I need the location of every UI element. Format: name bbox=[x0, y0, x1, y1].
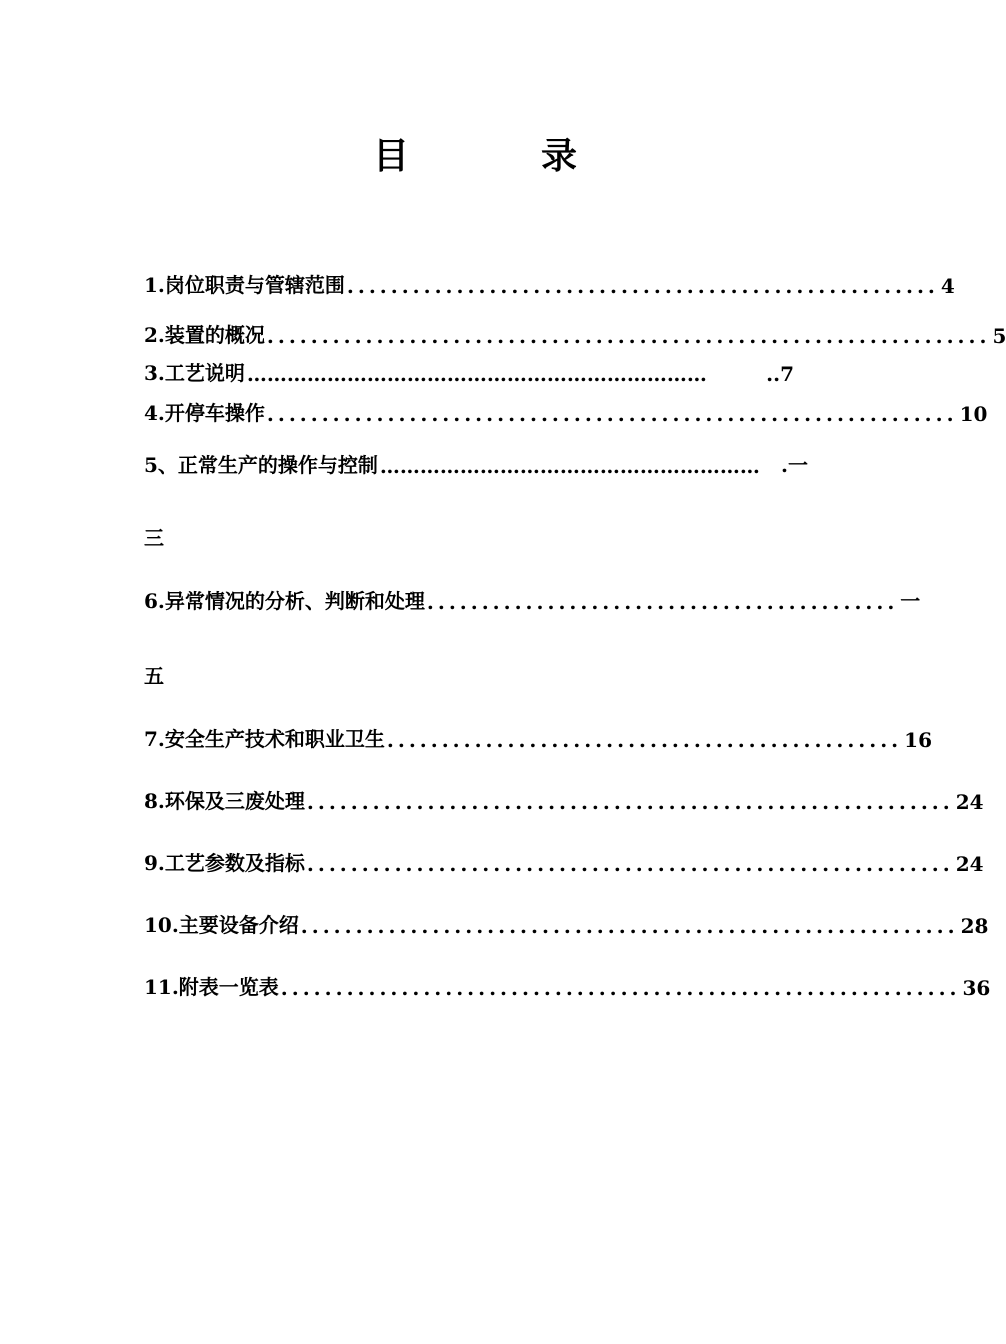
toc-leader: …………………………………………………………… bbox=[246, 362, 707, 386]
toc-label: 11.附表一览表 bbox=[144, 975, 279, 999]
toc-leader: .............................................................. bbox=[280, 976, 961, 1000]
toc-label: 7.安全生产技术和职业卫生 bbox=[144, 727, 385, 751]
toc-page-number: 36 bbox=[962, 976, 991, 1000]
toc-label: 5、正常生产的操作与控制 bbox=[144, 453, 378, 477]
toc-label: 9.工艺参数及指标 bbox=[144, 851, 305, 875]
toc-page-number: 16 bbox=[904, 728, 932, 752]
toc-page-number: 10 bbox=[959, 402, 988, 426]
toc-entry-1[interactable] bbox=[144, 270, 955, 298]
toc-label: 3.工艺说明 bbox=[144, 361, 245, 385]
toc-entry-2[interactable] bbox=[144, 320, 1006, 348]
toc-leader: ........................................................... bbox=[306, 852, 954, 876]
toc-page-number: 5 bbox=[992, 324, 1006, 348]
toc-label: 8.环保及三废处理 bbox=[144, 789, 305, 813]
toc-page-number: 4 bbox=[940, 274, 955, 298]
toc-leader: ............................................... bbox=[386, 728, 903, 752]
toc-entry-3[interactable] bbox=[144, 358, 794, 386]
toc-leader: .................................................................. bbox=[266, 324, 991, 348]
toc-entry-10[interactable] bbox=[144, 910, 989, 938]
toc-continuation: 五 bbox=[144, 664, 164, 688]
toc-leader: ............................................................... bbox=[266, 402, 958, 426]
toc-label: 2.装置的概况 bbox=[144, 323, 265, 347]
toc-entry-5[interactable] bbox=[144, 450, 808, 478]
toc-label: 6.异常情况的分析、判断和处理 bbox=[144, 589, 425, 613]
toc-leader: ………………………………………………… bbox=[379, 454, 760, 478]
toc-leader: ........................................................... bbox=[306, 790, 954, 814]
toc-entry-6[interactable] bbox=[144, 586, 921, 614]
toc-leader: ........................................... bbox=[426, 590, 899, 614]
toc-label: 10.主要设备介绍 bbox=[144, 913, 299, 937]
toc-label: 1.岗位职责与管辖范围 bbox=[144, 273, 345, 297]
toc-entry-9[interactable] bbox=[144, 848, 984, 876]
page-title bbox=[0, 128, 950, 179]
toc-page-number: .一 bbox=[781, 453, 808, 477]
toc-leader: ...................................................... bbox=[346, 274, 939, 298]
toc-page-number: 24 bbox=[955, 852, 984, 876]
toc-entry-8[interactable] bbox=[144, 786, 984, 814]
toc-entry-7[interactable] bbox=[144, 724, 932, 752]
title-char-1: 目 bbox=[372, 135, 409, 177]
toc-page-number: 28 bbox=[960, 914, 989, 938]
toc-entry-4[interactable] bbox=[144, 398, 988, 426]
toc-continuation: 三 bbox=[144, 526, 164, 550]
toc-label: 4.开停车操作 bbox=[144, 401, 265, 425]
toc-entry-11[interactable] bbox=[144, 972, 991, 1000]
toc-page-number: ..7 bbox=[766, 362, 794, 386]
title-char-2: 录 bbox=[541, 135, 578, 177]
toc-page-number: 24 bbox=[955, 790, 984, 814]
toc-leader: ............................................................ bbox=[300, 914, 959, 938]
toc-page-number: 一 bbox=[900, 589, 921, 613]
